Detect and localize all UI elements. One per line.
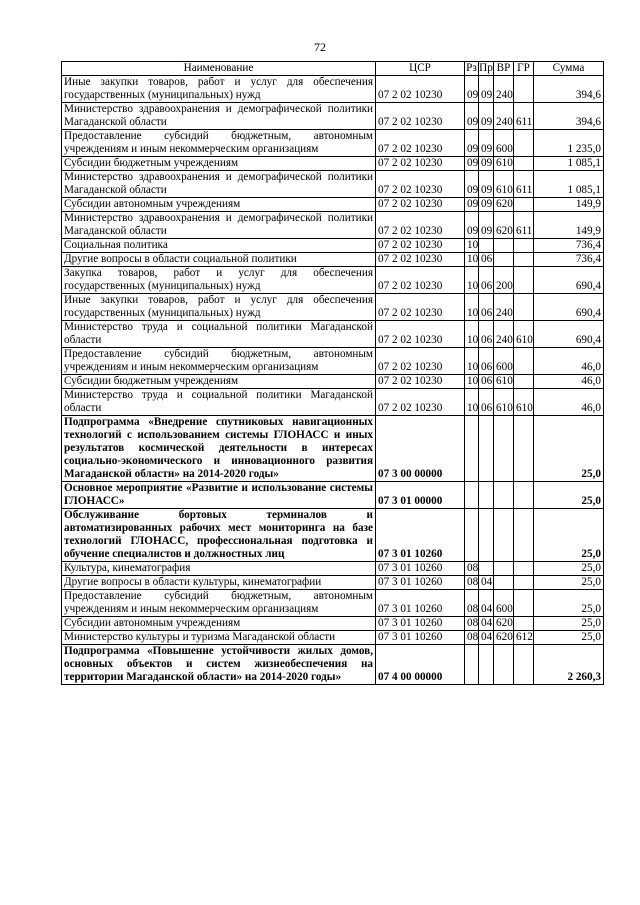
row-name: Министерство труда и социальной политики Магаданской области [62, 321, 376, 348]
table-row [62, 590, 604, 617]
row-rz: 10 [465, 267, 479, 294]
row-gr [514, 294, 534, 321]
row-pr [479, 482, 494, 509]
row-vr: 620 [494, 617, 514, 631]
row-vr: 620 [494, 631, 514, 645]
row-pr: 09 [479, 76, 494, 103]
row-pr: 09 [479, 198, 494, 212]
row-sum: 149,9 [534, 212, 604, 239]
row-gr [514, 590, 534, 617]
row-pr: 06 [479, 253, 494, 267]
row-name: Подпрограмма «Повышение устойчивости жилых домов, основных объектов и систем жизнеобеспечения на территории Магаданской области» на 2014-2020 годы» [62, 645, 376, 685]
row-name: Министерство здравоохранения и демографической политики Магаданской области [62, 212, 376, 239]
row-rz: 08 [465, 562, 479, 576]
header-csr: ЦСР [376, 62, 465, 76]
row-gr [514, 76, 534, 103]
row-rz: 09 [465, 76, 479, 103]
row-sum: 1 085,1 [534, 171, 604, 198]
row-pr: 06 [479, 348, 494, 375]
table-row [62, 198, 604, 212]
row-vr: 610 [494, 375, 514, 389]
budget-table [61, 61, 604, 685]
row-name: Предоставление субсидий бюджетным, автономным учреждениям и иным некоммерческим организациям [62, 590, 376, 617]
row-vr [494, 576, 514, 590]
row-sum: 25,0 [534, 631, 604, 645]
row-rz: 09 [465, 171, 479, 198]
row-gr: 611 [514, 171, 534, 198]
row-csr: 07 3 01 00000 [376, 482, 465, 509]
row-csr: 07 2 02 10230 [376, 267, 465, 294]
row-vr: 240 [494, 103, 514, 130]
table-row [62, 645, 604, 685]
row-rz [465, 645, 479, 685]
row-name: Обслуживание бортовых терминалов и автоматизированных рабочих мест мониторинга на базе технологий ГЛОНАСС, профессиональная подготовка и обучение специалистов и должностных лиц [62, 509, 376, 562]
table-row [62, 253, 604, 267]
row-rz: 10 [465, 348, 479, 375]
row-rz [465, 509, 479, 562]
row-pr: 06 [479, 389, 494, 416]
row-rz: 08 [465, 576, 479, 590]
table-header-row [62, 62, 604, 76]
row-sum: 46,0 [534, 348, 604, 375]
page-number: 72 [314, 40, 326, 54]
row-rz: 09 [465, 130, 479, 157]
row-name: Другие вопросы в области социальной политики [62, 253, 376, 267]
row-sum: 1 235,0 [534, 130, 604, 157]
row-csr: 07 3 01 10260 [376, 562, 465, 576]
header-pr: Пр [479, 62, 493, 74]
table-row [62, 294, 604, 321]
row-gr [514, 416, 534, 482]
row-rz: 08 [465, 590, 479, 617]
row-csr: 07 3 01 10260 [376, 576, 465, 590]
header-rz: Рз [466, 62, 477, 74]
row-csr: 07 3 01 10260 [376, 509, 465, 562]
row-csr: 07 2 02 10230 [376, 294, 465, 321]
table-row [62, 103, 604, 130]
row-gr: 611 [514, 212, 534, 239]
row-gr [514, 482, 534, 509]
table-row [62, 631, 604, 645]
table-row [62, 389, 604, 416]
row-vr [494, 253, 514, 267]
row-vr: 600 [494, 348, 514, 375]
row-name: Субсидии автономным учреждениям [62, 198, 376, 212]
row-name: Министерство культуры и туризма Магаданской области [62, 631, 376, 645]
row-gr [514, 239, 534, 253]
row-name: Предоставление субсидий бюджетным, автономным учреждениям и иным некоммерческим организациям [62, 130, 376, 157]
table-row [62, 509, 604, 562]
row-sum: 25,0 [534, 482, 604, 509]
table-row [62, 482, 604, 509]
row-pr: 06 [479, 294, 494, 321]
row-vr: 610 [494, 157, 514, 171]
row-csr: 07 3 01 10260 [376, 617, 465, 631]
row-pr: 09 [479, 212, 494, 239]
row-gr: 612 [514, 631, 534, 645]
row-csr: 07 2 02 10230 [376, 103, 465, 130]
table-row [62, 617, 604, 631]
row-rz: 10 [465, 253, 479, 267]
row-vr: 600 [494, 130, 514, 157]
row-gr: 611 [514, 103, 534, 130]
row-vr: 240 [494, 321, 514, 348]
row-name: Подпрограмма «Внедрение спутниковых навигационных технологий с использованием системы ГЛОНАСС и иных результатов космической деятельности в интересах социально-экономического и инновационного развития Магаданской области» на 2014-2020 годы» [62, 416, 376, 482]
row-pr: 09 [479, 103, 494, 130]
row-name: Иные закупки товаров, работ и услуг для обеспечения государственных (муниципальных) нужд [62, 294, 376, 321]
table-row [62, 157, 604, 171]
row-csr: 07 2 02 10230 [376, 321, 465, 348]
row-vr: 600 [494, 590, 514, 617]
row-vr: 610 [494, 389, 514, 416]
row-name: Социальная политика [62, 239, 376, 253]
row-pr [479, 416, 494, 482]
row-name: Иные закупки товаров, работ и услуг для обеспечения государственных (муниципальных) нужд [62, 76, 376, 103]
table-row [62, 130, 604, 157]
row-sum: 394,6 [534, 103, 604, 130]
row-rz: 08 [465, 617, 479, 631]
row-rz: 09 [465, 157, 479, 171]
row-sum: 25,0 [534, 509, 604, 562]
row-csr: 07 4 00 00000 [376, 645, 465, 685]
row-gr [514, 267, 534, 294]
row-sum: 1 085,1 [534, 157, 604, 171]
row-rz: 09 [465, 212, 479, 239]
row-gr: 610 [514, 321, 534, 348]
row-csr: 07 2 02 10230 [376, 212, 465, 239]
row-name: Субсидии бюджетным учреждениям [62, 375, 376, 389]
row-gr [514, 645, 534, 685]
row-rz: 10 [465, 239, 479, 253]
row-sum: 736,4 [534, 253, 604, 267]
row-name: Предоставление субсидий бюджетным, автономным учреждениям и иным некоммерческим организациям [62, 348, 376, 375]
row-vr: 620 [494, 198, 514, 212]
row-csr: 07 2 02 10230 [376, 157, 465, 171]
row-pr: 06 [479, 375, 494, 389]
header-vr: ВР [494, 62, 514, 76]
header-sum: Сумма [534, 62, 604, 76]
row-pr: 09 [479, 171, 494, 198]
row-csr: 07 2 02 10230 [376, 76, 465, 103]
row-pr: 04 [479, 590, 494, 617]
row-pr: 06 [479, 267, 494, 294]
row-vr: 200 [494, 267, 514, 294]
row-vr: 240 [494, 294, 514, 321]
table-row [62, 171, 604, 198]
row-sum: 149,9 [534, 198, 604, 212]
row-sum: 25,0 [534, 590, 604, 617]
row-name: Министерство здравоохранения и демографической политики Магаданской области [62, 171, 376, 198]
row-rz: 10 [465, 389, 479, 416]
row-pr: 04 [479, 617, 494, 631]
row-name: Закупка товаров, работ и услуг для обеспечения государственных (муниципальных) нужд [62, 267, 376, 294]
row-csr: 07 2 02 10230 [376, 348, 465, 375]
row-csr: 07 2 02 10230 [376, 130, 465, 157]
row-pr: 09 [479, 130, 494, 157]
row-csr: 07 2 02 10230 [376, 171, 465, 198]
row-vr: 620 [494, 212, 514, 239]
row-sum: 690,4 [534, 267, 604, 294]
row-gr [514, 576, 534, 590]
row-sum: 46,0 [534, 375, 604, 389]
table-row [62, 267, 604, 294]
row-name: Другие вопросы в области культуры, кинематографии [62, 576, 376, 590]
row-rz: 08 [465, 631, 479, 645]
row-sum: 690,4 [534, 294, 604, 321]
row-rz [465, 416, 479, 482]
row-pr [479, 509, 494, 562]
header-gr: ГР [514, 62, 534, 76]
row-csr: 07 2 02 10230 [376, 239, 465, 253]
table-row [62, 239, 604, 253]
row-vr: 240 [494, 76, 514, 103]
row-vr: 610 [494, 171, 514, 198]
row-sum: 394,6 [534, 76, 604, 103]
row-vr [494, 562, 514, 576]
row-vr [494, 416, 514, 482]
row-sum: 25,0 [534, 416, 604, 482]
row-gr [514, 130, 534, 157]
table-row [62, 321, 604, 348]
row-gr [514, 375, 534, 389]
row-csr: 07 3 01 10260 [376, 631, 465, 645]
table-body [62, 76, 604, 685]
row-rz: 09 [465, 198, 479, 212]
row-sum: 25,0 [534, 562, 604, 576]
table-row [62, 348, 604, 375]
row-sum: 2 260,3 [534, 645, 604, 685]
row-gr [514, 348, 534, 375]
row-rz: 10 [465, 294, 479, 321]
row-vr [494, 482, 514, 509]
row-pr: 06 [479, 321, 494, 348]
row-gr [514, 157, 534, 171]
row-pr [479, 239, 494, 253]
row-rz: 09 [465, 103, 479, 130]
table-row [62, 562, 604, 576]
row-gr [514, 509, 534, 562]
row-pr: 09 [479, 157, 494, 171]
table-row [62, 76, 604, 103]
table-row [62, 416, 604, 482]
row-rz: 10 [465, 321, 479, 348]
row-csr: 07 2 02 10230 [376, 253, 465, 267]
row-pr [479, 645, 494, 685]
row-sum: 736,4 [534, 239, 604, 253]
row-sum: 46,0 [534, 389, 604, 416]
row-pr: 04 [479, 576, 494, 590]
row-vr [494, 239, 514, 253]
row-name: Основное мероприятие «Развитие и использование системы ГЛОНАСС» [62, 482, 376, 509]
row-pr [479, 562, 494, 576]
header-name: Наименование [62, 62, 376, 76]
row-pr: 04 [479, 631, 494, 645]
row-csr: 07 3 01 10260 [376, 590, 465, 617]
row-rz: 10 [465, 375, 479, 389]
row-sum: 25,0 [534, 576, 604, 590]
row-gr [514, 617, 534, 631]
row-csr: 07 2 02 10230 [376, 375, 465, 389]
row-gr [514, 253, 534, 267]
row-name: Министерство здравоохранения и демографической политики Магаданской области [62, 103, 376, 130]
row-rz [465, 482, 479, 509]
row-sum: 690,4 [534, 321, 604, 348]
row-csr: 07 3 00 00000 [376, 416, 465, 482]
row-name: Субсидии бюджетным учреждениям [62, 157, 376, 171]
row-vr [494, 645, 514, 685]
table-row [62, 212, 604, 239]
row-gr: 610 [514, 389, 534, 416]
row-csr: 07 2 02 10230 [376, 389, 465, 416]
row-sum: 25,0 [534, 617, 604, 631]
row-name: Министерство труда и социальной политики Магаданской области [62, 389, 376, 416]
row-gr [514, 198, 534, 212]
row-name: Культура, кинематография [62, 562, 376, 576]
row-name: Субсидии автономным учреждениям [62, 617, 376, 631]
table-row [62, 375, 604, 389]
row-gr [514, 562, 534, 576]
row-csr: 07 2 02 10230 [376, 198, 465, 212]
table-row [62, 576, 604, 590]
row-vr [494, 509, 514, 562]
